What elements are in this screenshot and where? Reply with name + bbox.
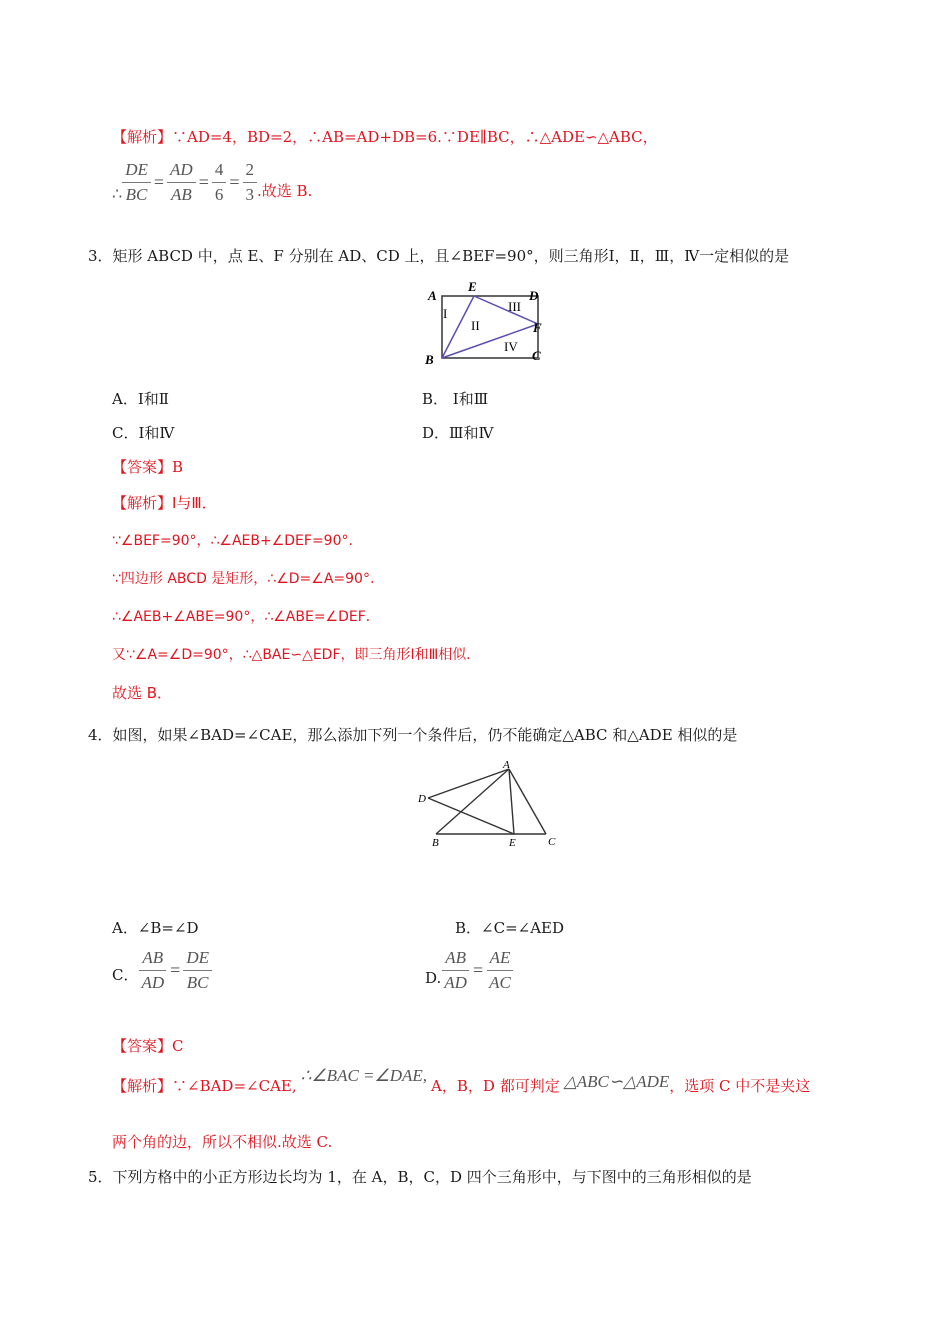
q5-stem: 5．下列方格中的小正方形边长均为 1，在 A，B，C，D 四个三角形中，与下图中的三角形相似的是 [88, 1168, 752, 1186]
analysis-formula2: △ABC∽△ADE [563, 1072, 670, 1091]
label-d: D [418, 793, 426, 805]
q4-analysis-line2: 两个角的边，所以不相似.故选 C. [112, 1133, 333, 1151]
equals-sign: = [229, 172, 240, 192]
label-e: E [468, 279, 477, 294]
segment-ac [509, 769, 546, 834]
analysis-part1: 【解析】∵∠BAD=∠CAE, [112, 1077, 297, 1095]
frac-ae-ac: $\frac{AE}{AC}$ [486, 948, 514, 993]
label-d: D [529, 288, 539, 303]
q4-option-a[interactable]: A．∠B=∠D [112, 919, 199, 937]
q4-option-b[interactable]: B．∠C=∠AED [455, 919, 565, 937]
q4-option-c[interactable] [112, 948, 212, 993]
q3-analysis-line5: 又∵∠A=∠D=90°，∴△BAE∽△EDF，即三角形Ⅰ和Ⅲ相似． [112, 647, 481, 663]
q3-option-b[interactable]: B． Ⅰ和Ⅲ [422, 390, 489, 408]
segment-ad [428, 769, 509, 798]
sol2-tail: .故选 B. [257, 182, 313, 200]
q3-analysis-line2: ∵∠BEF=90°，∴∠AEB+∠DEF=90°. [112, 533, 353, 549]
region-2: II [471, 318, 480, 333]
frac-2-3: $\frac{2}{3}$ [243, 160, 258, 205]
region-1: I [443, 306, 448, 321]
frac-ab-ad: $\frac{AB}{AD}$ [441, 948, 470, 993]
frac-4-6: $\frac{4}{6}$ [212, 160, 227, 205]
q4-stem: 4．如图，如果∠BAD=∠CAE，那么添加下列一个条件后，仍不能确定△ABC 和△ADE 相似的是 [88, 726, 738, 744]
sol2-formula [112, 160, 312, 205]
label-c: C [548, 836, 556, 848]
q3-option-d[interactable]: D．Ⅲ和Ⅳ [422, 424, 494, 442]
label-c: C [532, 348, 541, 363]
q3-stem: 3．矩形 ABCD 中，点 E、F 分别在 AD、CD 上，且∠BEF=90°，则三角形Ⅰ，Ⅱ，Ⅲ，Ⅳ一定相似的是 [88, 247, 790, 265]
label-b: B [425, 352, 434, 367]
analysis-part2: A，B，D 都可判定 [431, 1077, 560, 1095]
equals-sign: = [153, 172, 165, 192]
label-f: F [533, 320, 542, 335]
equals-sign: = [472, 960, 484, 980]
segment-ae [509, 769, 514, 834]
q3-option-a[interactable]: A．Ⅰ和Ⅱ [112, 390, 169, 408]
q3-analysis-line6: 故选 B． [112, 684, 173, 702]
rect-abcd [442, 296, 538, 358]
q4-triangle-figure [414, 757, 564, 852]
label-b: B [432, 837, 439, 849]
frac-de-bc: $\frac{DE}{BC}$ [122, 160, 151, 205]
q3-option-c[interactable]: C．Ⅰ和Ⅳ [112, 424, 175, 442]
q4-answer: 【答案】C [112, 1037, 184, 1055]
q3-analysis-line1: 【解析】Ⅰ与Ⅲ． [112, 494, 217, 512]
equals-sign: = [198, 172, 209, 192]
equals-sign: = [170, 960, 181, 980]
frac-de-bc: $\frac{DE}{BC}$ [183, 948, 212, 993]
analysis-part3: ，选项 C 中不是夹这 [669, 1077, 811, 1095]
label-a: A [428, 288, 437, 303]
q4-option-d[interactable] [425, 948, 514, 993]
label-e: E [509, 837, 516, 849]
frac-ad-ab: $\frac{AD}{AB}$ [167, 160, 196, 205]
q3-rectangle-figure [420, 278, 550, 368]
region-4: IV [504, 339, 518, 354]
analysis-formula1: ∴∠BAC =∠DAE, [300, 1066, 428, 1085]
frac-ab-ad: $\frac{AB}{AD}$ [138, 948, 167, 993]
option-c-prefix: C． [112, 966, 139, 984]
q4-analysis-line1 [112, 1066, 810, 1098]
label-a: A [503, 759, 510, 771]
q3-answer: 【答案】B [112, 458, 184, 476]
option-d-prefix: D. [425, 968, 442, 987]
therefore-symbol: ∴ [112, 184, 123, 203]
sol2-line1: 【解析】∵AD=4，BD=2，∴AB=AD+DB=6.∵DE∥BC，∴△ADE∽△ABC， [112, 128, 658, 146]
q3-analysis-line4: ∴∠AEB+∠ABE=90°，∴∠ABE=∠DEF． [112, 609, 380, 625]
segment-ab [436, 769, 509, 834]
q3-analysis-line3: ∵四边形 ABCD 是矩形，∴∠D=∠A=90°. [112, 571, 375, 587]
region-3: III [508, 299, 521, 314]
